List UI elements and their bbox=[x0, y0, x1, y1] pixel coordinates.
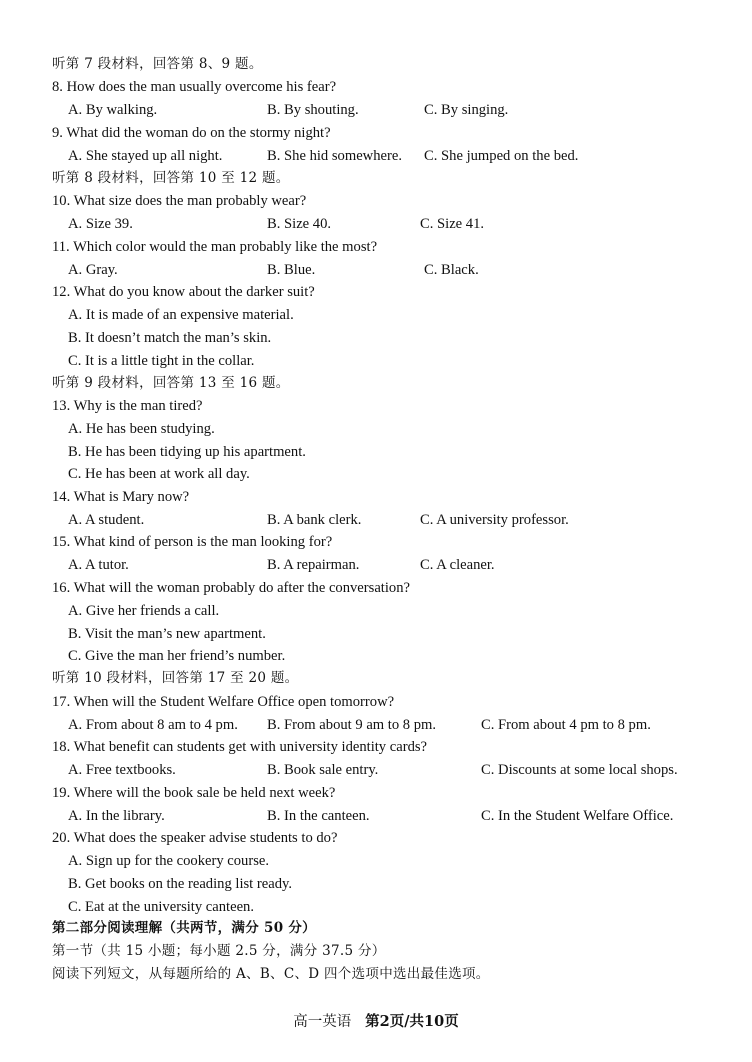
q20-option-a: A. Sign up for the cookery course. bbox=[68, 853, 270, 869]
q13-option-b: B. He has been tidying up his apartment. bbox=[68, 444, 306, 460]
question-20-stem: 20. What does the speaker advise students to do? bbox=[52, 830, 338, 846]
question-15-stem: 15. What kind of person is the man looking for? bbox=[52, 534, 333, 550]
page-footer bbox=[0, 1010, 752, 1031]
question-8-stem: 8. How does the man usually overcome his fear? bbox=[52, 79, 337, 95]
question-14-stem: 14. What is Mary now? bbox=[52, 489, 190, 505]
q15-option-c: C. A cleaner. bbox=[420, 557, 495, 573]
question-10-stem: 10. What size does the man probably wear? bbox=[52, 193, 307, 209]
q10-option-a: A. Size 39. bbox=[68, 216, 133, 232]
q17-option-a: A. From about 8 am to 4 pm. bbox=[68, 717, 238, 733]
q11-option-b: B. Blue. bbox=[267, 262, 316, 278]
q20-option-c: C. Eat at the university canteen. bbox=[68, 899, 255, 915]
q10-option-b: B. Size 40. bbox=[267, 216, 332, 232]
q8-option-a: A. By walking. bbox=[68, 102, 158, 118]
q15-option-b: B. A repairman. bbox=[267, 557, 360, 573]
q19-option-c: C. In the Student Welfare Office. bbox=[481, 808, 674, 824]
question-15-options bbox=[68, 554, 732, 576]
question-11-stem: 11. Which color would the man probably like the most? bbox=[52, 239, 378, 255]
q19-option-b: B. In the canteen. bbox=[267, 808, 370, 824]
q14-option-b: B. A bank clerk. bbox=[267, 512, 362, 528]
question-10-options bbox=[68, 213, 732, 235]
q9-option-c: C. She jumped on the bed. bbox=[424, 148, 579, 164]
q17-option-b: B. From about 9 am to 8 pm. bbox=[267, 717, 437, 733]
section-10-heading: 听第 10 段材料，回答第 17 至 20 题。 bbox=[52, 670, 299, 686]
q15-option-a: A. A tutor. bbox=[68, 557, 129, 573]
question-16-stem: 16. What will the woman probably do after the conversation? bbox=[52, 580, 410, 596]
q16-option-c: C. Give the man her friend’s number. bbox=[68, 648, 286, 664]
q8-option-b: B. By shouting. bbox=[267, 102, 359, 118]
footer-subject: 高一英语 bbox=[293, 1014, 352, 1030]
q11-option-a: A. Gray. bbox=[68, 262, 118, 278]
section-8-heading: 听第 8 段材料，回答第 10 至 12 题。 bbox=[52, 170, 290, 186]
q17-option-c: C. From about 4 pm to 8 pm. bbox=[481, 717, 651, 733]
q16-option-a: A. Give her friends a call. bbox=[68, 603, 220, 619]
part-2-heading: 第二部分阅读理解（共两节，满分 50 分） bbox=[52, 920, 316, 936]
section-7-heading: 听第 7 段材料，回答第 8、9 题。 bbox=[52, 56, 263, 72]
q18-option-b: B. Book sale entry. bbox=[267, 762, 379, 778]
section-9-heading: 听第 9 段材料，回答第 13 至 16 题。 bbox=[52, 375, 290, 391]
q9-option-b: B. She hid somewhere. bbox=[267, 148, 402, 164]
q12-option-b: B. It doesn’t match the man’s skin. bbox=[68, 330, 272, 346]
q19-option-a: A. In the library. bbox=[68, 808, 165, 824]
question-14-options bbox=[68, 509, 732, 531]
question-17-options bbox=[68, 714, 732, 736]
q8-option-c: C. By singing. bbox=[424, 102, 509, 118]
question-19-stem: 19. Where will the book sale be held next week? bbox=[52, 785, 336, 801]
q18-option-a: A. Free textbooks. bbox=[68, 762, 176, 778]
question-19-options bbox=[68, 805, 732, 827]
q13-option-c: C. He has been at work all day. bbox=[68, 466, 250, 482]
q10-option-c: C. Size 41. bbox=[420, 216, 485, 232]
question-12-stem: 12. What do you know about the darker suit? bbox=[52, 284, 315, 300]
q20-option-b: B. Get books on the reading list ready. bbox=[68, 876, 292, 892]
reading-instruction: 阅读下列短文，从每题所给的 A、B、C、D 四个选项中选出最佳选项。 bbox=[52, 966, 490, 982]
q9-option-a: A. She stayed up all night. bbox=[68, 148, 223, 164]
question-11-options bbox=[68, 259, 732, 281]
question-18-options bbox=[68, 759, 732, 781]
q14-option-c: C. A university professor. bbox=[420, 512, 569, 528]
q12-option-c: C. It is a little tight in the collar. bbox=[68, 353, 255, 369]
section-1-heading: 第一节（共 15 小题；每小题 2.5 分，满分 37.5 分） bbox=[52, 943, 386, 959]
q11-option-c: C. Black. bbox=[424, 262, 479, 278]
q16-option-b: B. Visit the man’s new apartment. bbox=[68, 626, 266, 642]
question-18-stem: 18. What benefit can students get with university identity cards? bbox=[52, 739, 428, 755]
q14-option-a: A. A student. bbox=[68, 512, 145, 528]
question-9-stem: 9. What did the woman do on the stormy night? bbox=[52, 125, 331, 141]
q13-option-a: A. He has been studying. bbox=[68, 421, 215, 437]
q12-option-a: A. It is made of an expensive material. bbox=[68, 307, 294, 323]
question-13-stem: 13. Why is the man tired? bbox=[52, 398, 203, 414]
question-8-options bbox=[68, 99, 732, 121]
q18-option-c: C. Discounts at some local shops. bbox=[481, 762, 678, 778]
footer-page-number: 第2页/共10页 bbox=[365, 1013, 459, 1030]
question-9-options bbox=[68, 145, 732, 167]
question-17-stem: 17. When will the Student Welfare Office open tomorrow? bbox=[52, 694, 395, 710]
